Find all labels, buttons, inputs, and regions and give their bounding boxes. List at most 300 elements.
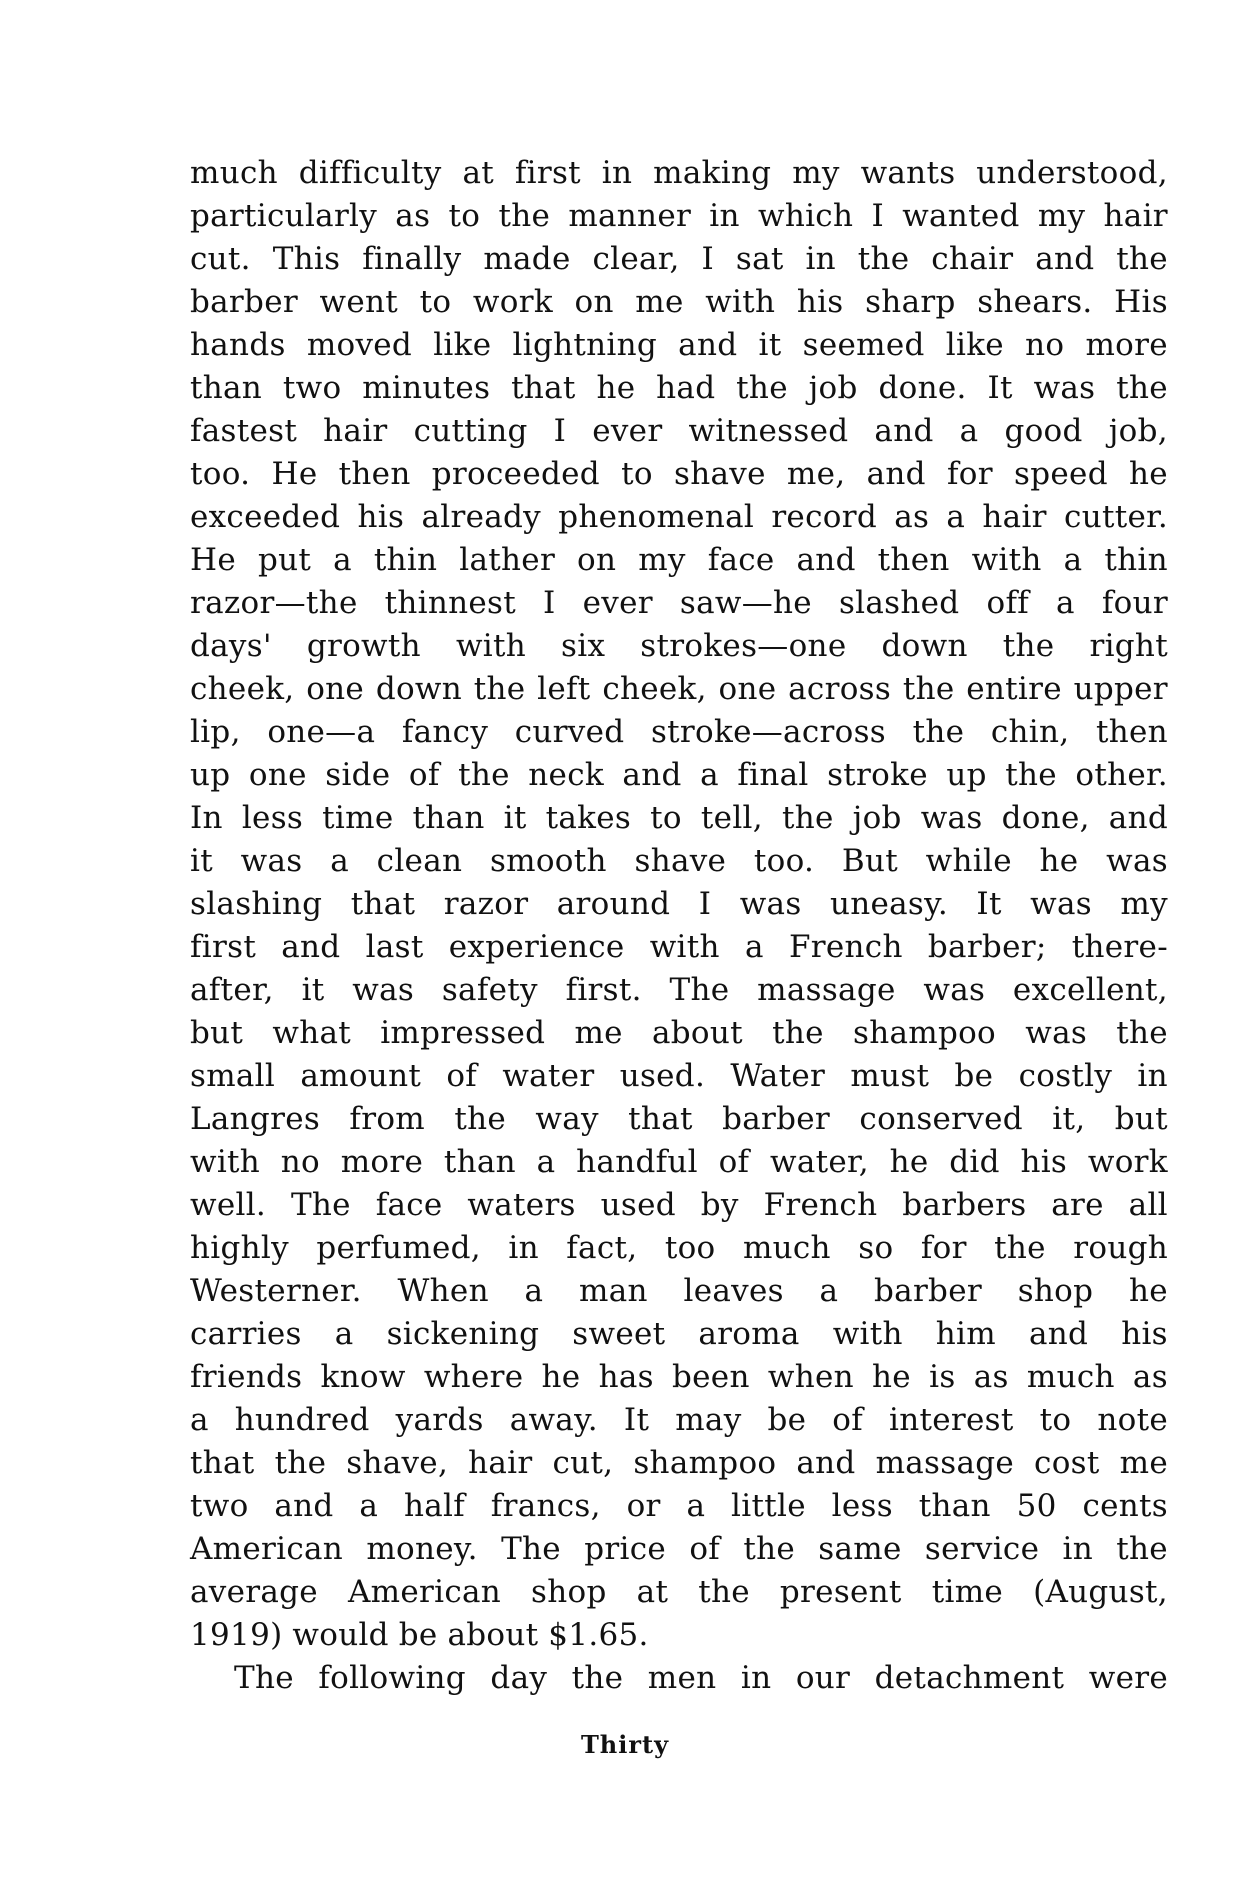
- word: exceeded: [190, 499, 341, 535]
- word: shop: [531, 1574, 607, 1610]
- word: cutting: [413, 413, 528, 449]
- word: would: [292, 1617, 389, 1653]
- word: cents: [1082, 1488, 1168, 1524]
- word: in: [601, 155, 633, 191]
- word: razor: [443, 886, 529, 922]
- word: chin,: [990, 714, 1070, 750]
- text-line: [190, 582, 1168, 625]
- word: wanted: [902, 198, 1020, 234]
- word: cut,: [552, 1445, 614, 1481]
- word: detachment: [874, 1660, 1065, 1696]
- word: my: [1120, 886, 1168, 922]
- word: speed: [1014, 456, 1108, 492]
- word: used.: [619, 1058, 706, 1094]
- word: I: [701, 241, 715, 277]
- word: barber: [190, 284, 298, 320]
- word: when: [767, 1359, 854, 1395]
- word: hair: [982, 499, 1047, 535]
- word: a: [1063, 542, 1083, 578]
- word: across: [788, 671, 892, 707]
- word: was: [923, 972, 986, 1008]
- text-line: [190, 152, 1168, 195]
- word: work: [1087, 1144, 1168, 1180]
- word: than: [443, 1144, 516, 1180]
- word: little: [731, 1488, 806, 1524]
- word: friends: [190, 1359, 303, 1395]
- word: off: [986, 585, 1029, 621]
- word: then: [338, 456, 411, 492]
- word: first: [190, 929, 257, 965]
- word: that: [350, 886, 416, 922]
- word: massage: [875, 1445, 1015, 1481]
- word: was: [1025, 1015, 1088, 1051]
- word: on: [574, 284, 614, 320]
- word: to: [621, 456, 653, 492]
- word: average: [190, 1574, 318, 1610]
- word: than: [190, 370, 263, 406]
- word: the: [902, 671, 955, 707]
- word: be: [954, 1058, 994, 1094]
- word: the: [912, 714, 965, 750]
- word: my: [638, 542, 686, 578]
- word: what: [272, 1015, 352, 1051]
- word: may: [675, 1402, 742, 1438]
- word: like: [433, 327, 492, 363]
- word: thinnest: [384, 585, 517, 621]
- word: He: [271, 456, 318, 492]
- text-line: [190, 1227, 1168, 1270]
- text-line: [190, 754, 1168, 797]
- word: he: [541, 1359, 581, 1395]
- word: to: [448, 198, 481, 234]
- word: cutter.: [1064, 499, 1168, 535]
- word: a: [819, 1273, 839, 1309]
- word: as: [973, 1359, 1009, 1395]
- word: wants: [860, 155, 956, 191]
- text-line: [190, 1184, 1168, 1227]
- text-line: [190, 668, 1168, 711]
- word: a: [686, 1488, 706, 1524]
- text-line: [190, 1356, 1168, 1399]
- word: his: [796, 284, 844, 320]
- word: hair: [468, 1445, 533, 1481]
- word: of: [832, 1402, 864, 1438]
- word: too.: [190, 456, 251, 492]
- word: hands: [190, 327, 286, 363]
- word: highly: [190, 1230, 289, 1266]
- text-line: [190, 797, 1168, 840]
- word: in: [1062, 1531, 1093, 1567]
- word: French: [788, 929, 903, 965]
- word: slashing: [190, 886, 323, 922]
- word: of: [446, 1058, 478, 1094]
- word: massage: [757, 972, 896, 1008]
- word: of: [689, 1531, 721, 1567]
- word: with: [971, 542, 1042, 578]
- word: witnessed: [688, 413, 849, 449]
- word: curved: [514, 714, 625, 750]
- word: six: [561, 628, 606, 664]
- text-line: [190, 496, 1168, 539]
- word: two: [190, 1488, 249, 1524]
- word: moved: [306, 327, 413, 363]
- word: the: [498, 198, 551, 234]
- word: I: [698, 886, 712, 922]
- word: one: [718, 671, 777, 707]
- word: was: [240, 843, 303, 879]
- word: impressed: [380, 1015, 546, 1051]
- word: clean: [376, 843, 463, 879]
- word: lightning: [512, 327, 658, 363]
- word: (August,: [1033, 1574, 1168, 1610]
- word: it: [301, 972, 325, 1008]
- word: after,: [190, 972, 274, 1008]
- word: Westerner.: [190, 1273, 362, 1309]
- word: me: [1119, 1445, 1168, 1481]
- word: safety: [441, 972, 538, 1008]
- word: his: [1020, 1144, 1068, 1180]
- word: small: [190, 1058, 276, 1094]
- word: and: [796, 542, 856, 578]
- word: fact,: [566, 1230, 638, 1266]
- word: upper: [1073, 671, 1168, 707]
- word: days': [190, 628, 272, 664]
- word: in: [1137, 1058, 1168, 1094]
- word: rough: [1073, 1230, 1168, 1266]
- word: in: [740, 1660, 772, 1696]
- word: it,: [1052, 1101, 1086, 1137]
- word: fancy: [401, 714, 489, 750]
- word: so: [858, 1230, 894, 1266]
- word: American: [347, 1574, 502, 1610]
- word: a: [359, 1488, 379, 1524]
- word: tell,: [700, 800, 763, 836]
- word: strokes—one: [640, 628, 847, 664]
- word: right: [1089, 628, 1168, 664]
- word: amount: [300, 1058, 422, 1094]
- word: away.: [509, 1402, 598, 1438]
- word: and: [281, 929, 341, 965]
- word: is: [929, 1359, 956, 1395]
- word: job: [808, 370, 858, 406]
- word: with: [649, 929, 720, 965]
- word: interest: [889, 1402, 1014, 1438]
- word: shampoo: [633, 1445, 777, 1481]
- word: French: [763, 1187, 878, 1223]
- word: or: [626, 1488, 661, 1524]
- word: were: [1088, 1660, 1168, 1696]
- word: used: [600, 1187, 676, 1223]
- word: present: [779, 1574, 902, 1610]
- word: done,: [1001, 800, 1090, 836]
- word: was: [1030, 886, 1092, 922]
- word: and: [874, 413, 934, 449]
- word: one: [248, 757, 307, 793]
- word: way: [535, 1101, 599, 1137]
- word: Water: [730, 1058, 826, 1094]
- word: from: [349, 1101, 425, 1137]
- word: of: [718, 1144, 750, 1180]
- word: he: [1128, 1273, 1168, 1309]
- word: waters: [467, 1187, 576, 1223]
- word: and: [866, 456, 926, 492]
- word: finally: [362, 241, 462, 277]
- word: up: [946, 757, 987, 793]
- word: put: [257, 542, 312, 578]
- word: cut.: [190, 241, 251, 277]
- word: and: [1035, 241, 1095, 277]
- word: he: [596, 370, 636, 406]
- word: one: [306, 671, 365, 707]
- word: with: [190, 1144, 261, 1180]
- word: much: [1026, 1359, 1115, 1395]
- word: other.: [1075, 757, 1168, 793]
- word: It: [976, 886, 1002, 922]
- word: the: [781, 800, 834, 836]
- word: the: [743, 1531, 796, 1567]
- word: barber;: [927, 929, 1047, 965]
- word: as: [395, 198, 431, 234]
- word: at: [636, 1574, 669, 1610]
- word: as: [894, 499, 930, 535]
- word: had: [656, 370, 716, 406]
- word: shave,: [346, 1445, 449, 1481]
- word: with: [705, 284, 776, 320]
- word: and: [1028, 1316, 1089, 1352]
- word: must: [850, 1058, 930, 1094]
- word: lip,: [190, 714, 241, 750]
- word: a: [334, 1316, 354, 1352]
- word: first.: [565, 972, 642, 1008]
- word: a: [744, 929, 764, 965]
- word: hair: [1103, 198, 1168, 234]
- word: job: [852, 800, 902, 836]
- word: about: [447, 1617, 539, 1653]
- word: a: [333, 542, 352, 578]
- word: carries: [190, 1316, 302, 1352]
- text-line: [190, 1485, 1168, 1528]
- body-text: [190, 152, 1168, 1700]
- word: of: [408, 757, 440, 793]
- word: the: [698, 1574, 750, 1610]
- word: fastest: [190, 413, 298, 449]
- word: where: [423, 1359, 524, 1395]
- word: and: [622, 757, 682, 793]
- word: that: [628, 1101, 693, 1137]
- word: more: [340, 1144, 424, 1180]
- word: be: [767, 1402, 807, 1438]
- word: men: [647, 1660, 717, 1696]
- word: me,: [786, 456, 846, 492]
- word: perfumed,: [316, 1230, 481, 1266]
- text-line-paragraph-end: [190, 1614, 1168, 1657]
- word: When: [397, 1273, 489, 1309]
- word: shop: [1017, 1273, 1094, 1309]
- word: down: [375, 671, 463, 707]
- word: left: [537, 671, 591, 707]
- word: making: [653, 155, 772, 191]
- word: has: [598, 1359, 654, 1395]
- word: about: [652, 1015, 743, 1051]
- word: made: [483, 241, 571, 277]
- word: he: [1039, 843, 1079, 879]
- word: was: [352, 972, 415, 1008]
- word: to: [419, 284, 452, 320]
- word: to: [650, 800, 682, 836]
- word: but: [190, 1015, 244, 1051]
- word: stroke: [827, 757, 928, 793]
- word: sweet: [572, 1316, 666, 1352]
- word: was: [1033, 370, 1096, 406]
- word: which: [757, 198, 854, 234]
- word: been: [672, 1359, 750, 1395]
- word: thin: [373, 542, 438, 578]
- word: me: [635, 284, 684, 320]
- word: went: [319, 284, 399, 320]
- word: costly: [1018, 1058, 1113, 1094]
- word: around: [556, 886, 671, 922]
- word: by: [700, 1187, 739, 1223]
- word: This: [272, 241, 341, 277]
- word: his: [357, 499, 405, 535]
- word: excellent,: [1012, 972, 1168, 1008]
- word: money.: [366, 1531, 478, 1567]
- text-line: [190, 1270, 1168, 1313]
- word: that: [511, 370, 576, 406]
- word: smooth: [489, 843, 607, 879]
- word: much: [742, 1230, 831, 1266]
- word: American: [190, 1531, 344, 1567]
- word: than: [918, 1488, 991, 1524]
- word: on: [577, 542, 617, 578]
- word: day: [490, 1660, 548, 1696]
- word: thin: [1104, 542, 1168, 578]
- word: sat: [735, 241, 784, 277]
- word: then: [877, 542, 950, 578]
- word: no: [1025, 327, 1065, 363]
- word: work: [472, 284, 553, 320]
- word: ever: [582, 585, 653, 621]
- word: he: [1129, 456, 1168, 492]
- word: he: [872, 1359, 911, 1395]
- word: up: [190, 757, 231, 793]
- word: a: [946, 499, 966, 535]
- word: growth: [306, 628, 421, 664]
- word: a: [700, 757, 719, 793]
- text-line: [190, 324, 1168, 367]
- text-line: [190, 711, 1168, 754]
- word: barber: [874, 1273, 982, 1309]
- word: The: [501, 1531, 561, 1567]
- word: in: [805, 241, 836, 277]
- word: the: [1005, 757, 1057, 793]
- text-line: [190, 625, 1168, 668]
- text-line: [190, 1442, 1168, 1485]
- word: the: [454, 1101, 507, 1137]
- word: sharp: [865, 284, 956, 320]
- word: to: [1039, 1402, 1072, 1438]
- word: slashed: [838, 585, 960, 621]
- word: experience: [448, 929, 625, 965]
- word: clear,: [592, 241, 680, 277]
- word: good: [1004, 413, 1083, 449]
- word: a: [524, 1273, 544, 1309]
- word: He: [190, 542, 236, 578]
- word: are: [1051, 1187, 1104, 1223]
- word: did: [949, 1144, 1000, 1180]
- word: conserved: [859, 1101, 1023, 1137]
- word: shave: [674, 456, 766, 492]
- word: that: [190, 1445, 255, 1481]
- word: neck: [528, 757, 604, 793]
- word: The: [669, 972, 730, 1008]
- word: at: [462, 155, 494, 191]
- text-line: [190, 1141, 1168, 1184]
- word: cheek,: [190, 671, 295, 707]
- word: hair: [323, 413, 388, 449]
- word: and: [274, 1488, 334, 1524]
- word: job,: [1108, 413, 1168, 449]
- word: I: [871, 198, 884, 234]
- word: in: [508, 1230, 539, 1266]
- word: the: [1116, 1531, 1168, 1567]
- word: and: [678, 327, 738, 363]
- word: same: [818, 1531, 902, 1567]
- word: well.: [190, 1187, 267, 1223]
- word: handful: [576, 1144, 698, 1180]
- text-line: [190, 539, 1168, 582]
- word: Langres: [190, 1101, 321, 1137]
- word: the: [994, 1230, 1046, 1266]
- word: half: [403, 1488, 465, 1524]
- text-line: [190, 926, 1168, 969]
- word: seemed: [802, 327, 925, 363]
- word: manner: [568, 198, 692, 234]
- word: understood,: [976, 155, 1168, 191]
- word: the: [274, 1445, 327, 1481]
- word: But: [841, 843, 898, 879]
- text-line: [190, 1012, 1168, 1055]
- word: It: [623, 1402, 650, 1438]
- word: The: [290, 1187, 351, 1223]
- word: much: [190, 155, 278, 191]
- word: proceeded: [431, 456, 600, 492]
- text-line: [190, 1098, 1168, 1141]
- word: a: [959, 413, 979, 449]
- word: was: [920, 800, 983, 836]
- word: there-: [1071, 929, 1168, 965]
- word: service: [924, 1531, 1040, 1567]
- word: my: [792, 155, 840, 191]
- word: while: [925, 843, 1012, 879]
- word: my: [1037, 198, 1086, 234]
- word: know: [320, 1359, 406, 1395]
- word: particularly: [190, 198, 378, 234]
- word: the: [1116, 1015, 1168, 1051]
- word: our: [795, 1660, 851, 1696]
- text-line: [190, 969, 1168, 1012]
- word: takes: [545, 800, 632, 836]
- word: him: [935, 1316, 996, 1352]
- word: time: [931, 1574, 1004, 1610]
- text-line: [190, 1528, 1168, 1571]
- word: the: [571, 1660, 624, 1696]
- word: entire: [966, 671, 1062, 707]
- word: chair: [931, 241, 1014, 277]
- word: less: [241, 800, 304, 836]
- text-line: [190, 1571, 1168, 1614]
- word: than: [412, 800, 485, 836]
